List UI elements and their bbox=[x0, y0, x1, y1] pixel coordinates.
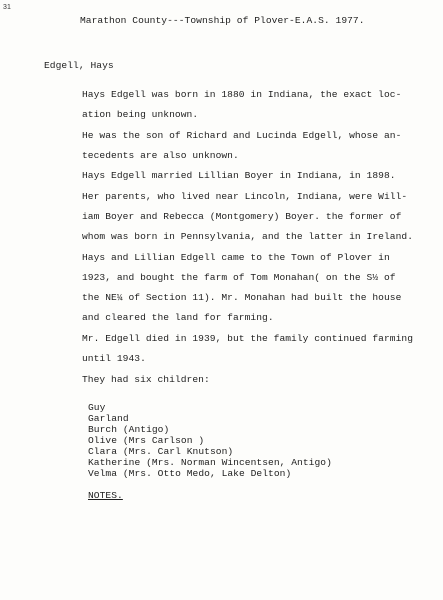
body-line: Her parents, who lived near Lincoln, Indiana, were Will- bbox=[82, 191, 408, 202]
list-item: Olive (Mrs Carlson ) bbox=[88, 435, 205, 446]
notes-label: NOTES. bbox=[88, 490, 123, 501]
body-line: 1923, and bought the farm of Tom Monahan( on the S½ of bbox=[82, 272, 396, 283]
list-item: Velma (Mrs. Otto Medo, Lake Delton) bbox=[88, 468, 292, 479]
body-line: until 1943. bbox=[82, 353, 146, 364]
page-number: 31 bbox=[3, 4, 11, 11]
body-line: tecedents are also unknown. bbox=[82, 150, 239, 161]
body-line: the NE¼ of Section 11). Mr. Monahan had built the house bbox=[82, 292, 402, 303]
list-item: Katherine (Mrs. Norman Wincentsen, Antigo) bbox=[88, 457, 332, 468]
list-item: Guy bbox=[88, 402, 106, 413]
subject-name: Edgell, Hays bbox=[44, 60, 114, 71]
list-item: Garland bbox=[88, 413, 129, 424]
body-line: They had six children: bbox=[82, 374, 210, 385]
body-line: and cleared the land for farming. bbox=[82, 312, 274, 323]
body-line: Hays Edgell married Lillian Boyer in Indiana, in 1898. bbox=[82, 170, 396, 181]
body-line: Hays and Lillian Edgell came to the Town of Plover in bbox=[82, 252, 390, 263]
body-line: Mr. Edgell died in 1939, but the family continued farming bbox=[82, 333, 414, 344]
body-line: whom was born in Pennsylvania, and the latter in Ireland. bbox=[82, 231, 414, 242]
list-item: Clara (Mrs. Carl Knutson) bbox=[88, 446, 234, 457]
document-header: Marathon County---Township of Plover-E.A.S. 1977. bbox=[80, 15, 365, 26]
body-line: He was the son of Richard and Lucinda Edgell, whose an- bbox=[82, 130, 402, 141]
list-item: Burch (Antigo) bbox=[88, 424, 170, 435]
body-line: iam Boyer and Rebecca (Montgomery) Boyer. the former of bbox=[82, 211, 402, 222]
body-line: ation being unknown. bbox=[82, 109, 199, 120]
body-line: Hays Edgell was born in 1880 in Indiana, the exact loc- bbox=[82, 89, 402, 100]
